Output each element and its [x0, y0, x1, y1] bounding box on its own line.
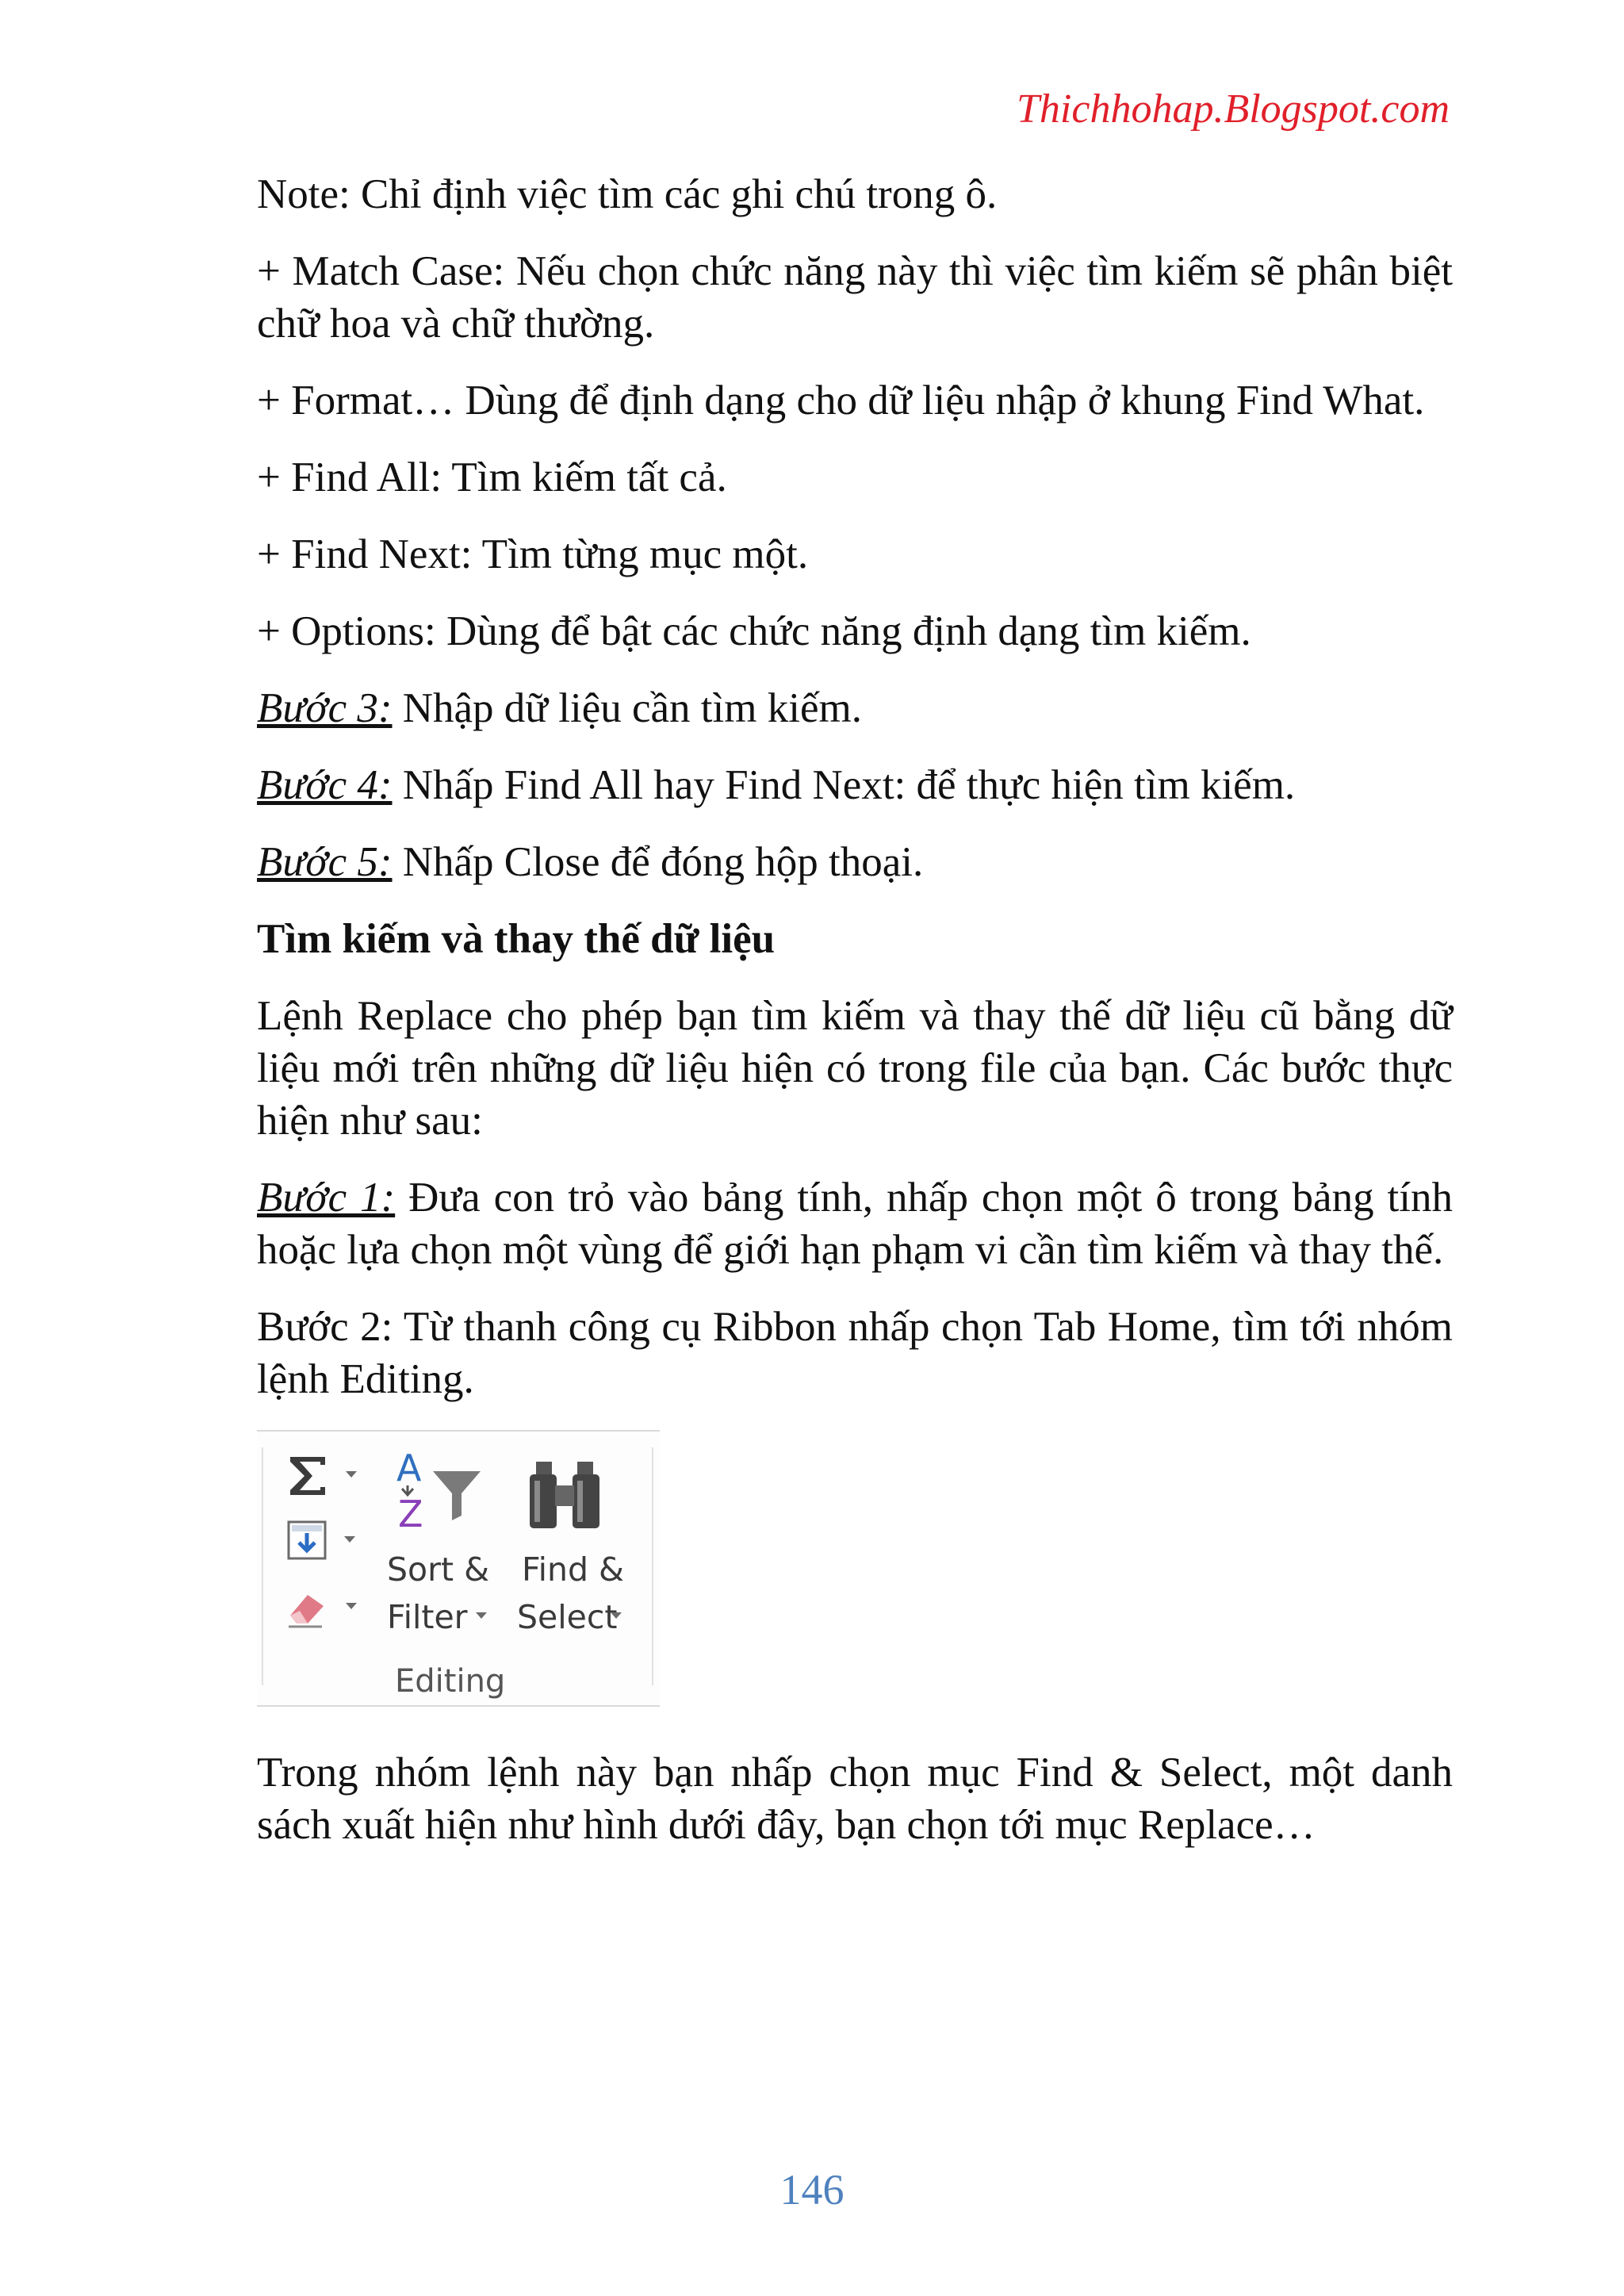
fill-down-icon[interactable]: [285, 1519, 328, 1562]
step4-paragraph: [257, 759, 1453, 811]
site-header: Thichhohap.Blogspot.com: [1017, 86, 1450, 132]
binoculars-icon[interactable]: [525, 1458, 604, 1531]
editing-group-label: Editing: [395, 1663, 506, 1700]
step4-text: Nhấp Find All hay Find Next: để thực hiện tìm kiếm.: [392, 762, 1296, 808]
page-number: 146: [779, 2166, 845, 2214]
note-paragraph: Note: Chỉ định việc tìm các ghi chú trong ô.: [257, 171, 998, 217]
step5-paragraph: [257, 836, 1453, 888]
replace-intro-paragraph: Lệnh Replace cho phép bạn tìm kiếm và thay thế dữ liệu cũ bằng dữ liệu mới trên những dữ liệu hiện có trong file của bạn. Các bước thực hiện như sau:: [257, 993, 1453, 1144]
step3-label: Bước 3:: [257, 685, 393, 731]
group-separator-left: [262, 1447, 263, 1685]
page-content: [257, 168, 1453, 1876]
format-paragraph: + Format… Dùng để định dạng cho dữ liệu nhập ở khung Find What.: [257, 378, 1425, 424]
step2-paragraph: Bước 2: Từ thanh công cụ Ribbon nhấp chọn Tab Home, tìm tới nhóm lệnh Editing.: [257, 1304, 1453, 1402]
step1-text: Đưa con trỏ vào bảng tính, nhấp chọn một ô trong bảng tính hoặc lựa chọn một vùng để giới hạn phạm vi cần tìm kiếm và thay thế.: [257, 1175, 1453, 1273]
sort-filter-icon[interactable]: [392, 1444, 487, 1533]
autosum-dropdown-icon[interactable]: [346, 1471, 357, 1478]
after-image-paragraph: Trong nhóm lệnh này bạn nhấp chọn mục Find & Select, một danh sách xuất hiện như hình dưới đây, bạn chọn tới mục Replace…: [257, 1750, 1453, 1848]
step3-paragraph: [257, 682, 1453, 734]
step4-label: Bước 4:: [257, 762, 393, 808]
find-select-dropdown-icon[interactable]: [611, 1612, 622, 1619]
step3-text: Nhập dữ liệu cần tìm kiếm.: [392, 685, 862, 731]
fill-dropdown-icon[interactable]: [344, 1536, 355, 1543]
options-paragraph: + Options: Dùng để bật các chức năng định dạng tìm kiếm.: [257, 608, 1251, 654]
sort-filter-label-line2[interactable]: Filter: [387, 1598, 468, 1636]
svg-text:Z: Z: [398, 1493, 423, 1533]
group-separator-right: [652, 1447, 653, 1685]
find-select-label-line1[interactable]: Find &: [522, 1550, 625, 1589]
sort-filter-dropdown-icon[interactable]: [476, 1612, 487, 1619]
autosum-icon[interactable]: [284, 1452, 331, 1500]
find-all-paragraph: + Find All: Tìm kiếm tất cả.: [257, 454, 727, 500]
step5-text: Nhấp Close để đóng hộp thoại.: [392, 839, 924, 885]
section-heading: Tìm kiếm và thay thế dữ liệu: [257, 916, 776, 962]
find-next-paragraph: + Find Next: Tìm từng mục một.: [257, 531, 809, 577]
step1-label: Bước 1:: [257, 1175, 396, 1221]
editing-ribbon-group: [257, 1430, 660, 1707]
step1-paragraph: [257, 1171, 1453, 1276]
find-select-label-line2[interactable]: Select: [517, 1598, 618, 1636]
svg-text:A: A: [396, 1447, 422, 1489]
step5-label: Bước 5:: [257, 839, 393, 885]
clear-dropdown-icon[interactable]: [346, 1603, 357, 1609]
eraser-icon[interactable]: [284, 1587, 331, 1630]
match-case-paragraph: + Match Case: Nếu chọn chức năng này thì việc tìm kiếm sẽ phân biệt chữ hoa và chữ thường.: [257, 248, 1453, 347]
sort-filter-label-line1[interactable]: Sort &: [387, 1550, 490, 1589]
